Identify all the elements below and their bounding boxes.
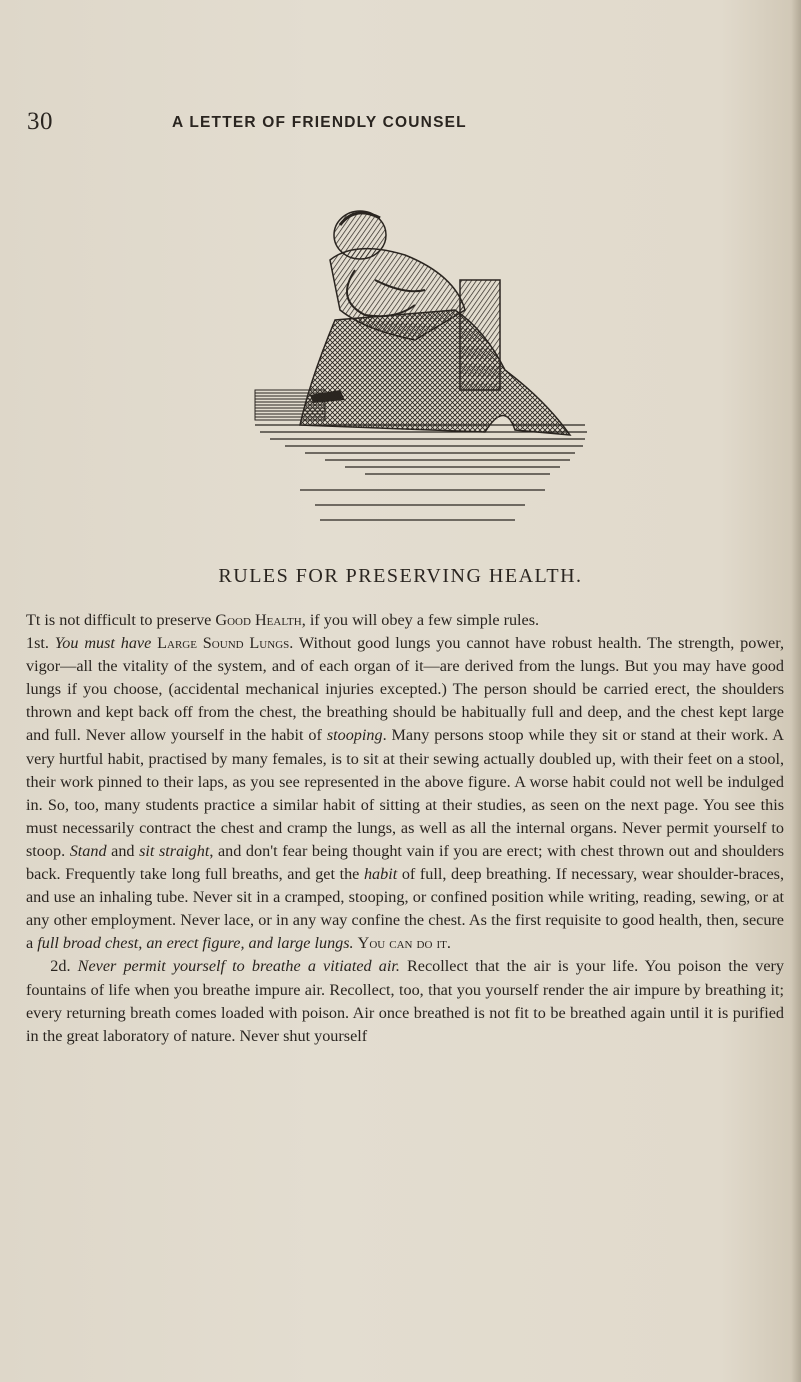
rule-number: 1st. xyxy=(26,634,55,653)
text-run: , and don't fear being thought vain if you are erect; with chest thrown out and shoulders back. Frequently take long full breaths, and get the xyxy=(26,841,784,884)
woman-stooping-over-sewing-icon xyxy=(215,200,595,545)
running-head xyxy=(27,108,777,138)
running-title: A LETTER OF FRIENDLY COUNSEL xyxy=(172,114,467,131)
paragraph-rule-2 xyxy=(26,955,784,1047)
text-run: and xyxy=(106,841,140,860)
text-run: . Many persons stoop while they sit or stand at their work. A very hurtful habit, practised by many females, is to sit at their sewing actually doubled up, with their feet on a stool, their work pinned to their laps, as you see represented in the above figure. A worse habit could not well be indulged in. So, too, many students practice a similar habit of sitting at their studies, as seen on the next page. You see this must necessarily contract the chest and cramp the lungs, as well as all the internal organs. Never permit yourself to stoop. xyxy=(26,726,785,860)
text-run-small-caps: You can do it. xyxy=(357,934,451,953)
text-run: Tt is not difficult to preserve xyxy=(26,611,216,629)
text-run-italic: sit straight xyxy=(139,841,210,860)
body-text xyxy=(26,609,784,1048)
paragraph-intro-and-rule-1 xyxy=(26,609,784,955)
text-run: of full, deep breathing. If necessary, wear shoulder-braces, and use an inhaling tube. Never sit in a cramped, stooping, or confined position while writing, reading, sewing, or at any other employment. Never lace, or in any way confine the chest. As the first requisite to good health, then, secure a xyxy=(26,865,785,953)
text-run-italic: You must have xyxy=(54,634,152,653)
text-run: , if you will obey a few simple rules. xyxy=(301,611,540,629)
text-run-italic: stooping xyxy=(326,726,383,745)
text-run-italic: habit xyxy=(363,865,398,884)
text-run-italic: Stand xyxy=(69,841,107,860)
text-run-italic: Never permit yourself to breathe a vitiated air. xyxy=(77,957,400,976)
rule-number: 2d. xyxy=(50,957,78,976)
text-run-small-caps: Large Sound Lungs xyxy=(157,634,290,653)
text-run: . Without good lungs you cannot have robust health. The strength, power, vigor—all the vitality of the system, and of each organ of it—are derived from the lungs. But you may have good lungs if you choose, (accidental mechanical injuries excepted.) The person should be carried erect, the shoulders thrown and kept back off from the chest, the breathing should be habitually full and deep, and the chest kept large and full. Never allow yourself in the habit of xyxy=(26,634,785,745)
section-heading: RULES FOR PRESERVING HEALTH. xyxy=(218,565,583,587)
text-run-italic: full broad chest, an erect figure, and large lungs. xyxy=(37,934,354,953)
text-run: Recollect that the air is your life. You poison the very fountains of life when you breathe impure air. Recollect, too, that you yourself render the air impure by breathing it; every returning breath comes loaded with poison. Air once breathed is not fit to be breathed again until it is purified in the great laboratory of nature. Never shut yourself xyxy=(26,957,784,1045)
page-number: 30 xyxy=(27,108,53,135)
text-run-small-caps: Good Health xyxy=(215,611,302,629)
page-edge-shadow xyxy=(791,0,801,1382)
